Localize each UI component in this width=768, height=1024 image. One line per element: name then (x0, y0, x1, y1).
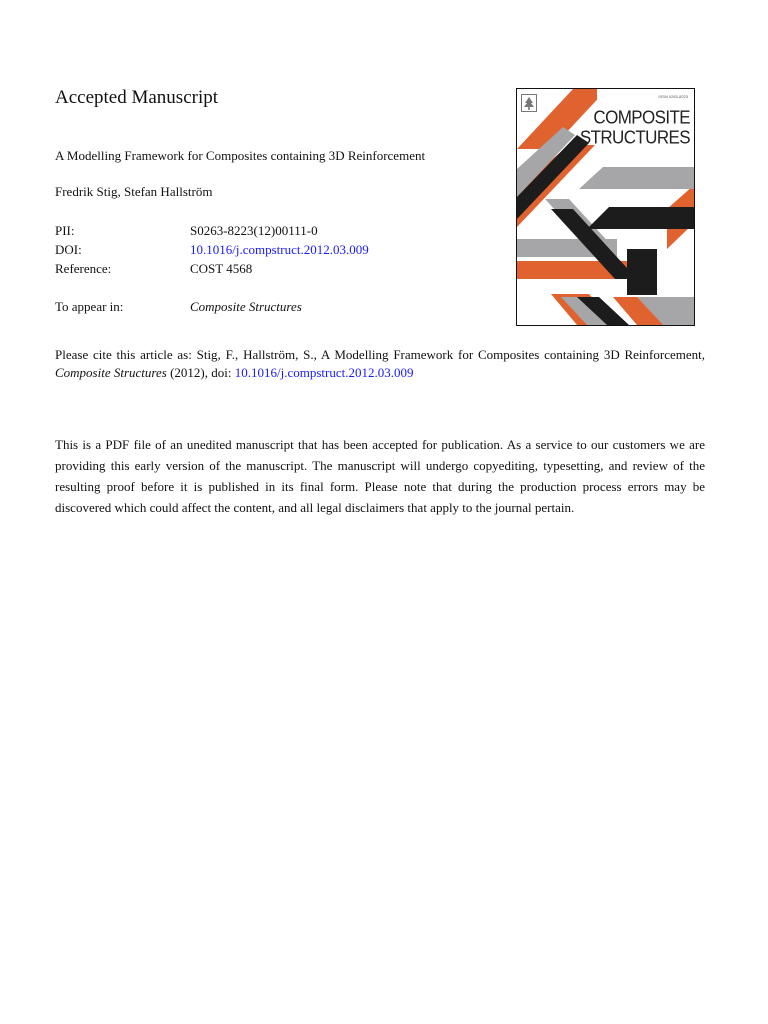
cover-title-line1: COMPOSITE (593, 107, 690, 128)
cover-band-black-2 (587, 207, 694, 229)
manuscript-notice: This is a PDF file of an unedited manuscript that has been accepted for publication. As a service to our customers we are providing this early version of the manuscript. The manuscript will undergo copyediting, typesetting, and review of the resulting proof before it is published in its final form. Please note that during the production process errors may be discovered which could affect the content, and all legal disclaimers that apply to the journal pertain. (55, 437, 705, 515)
cover-title-line2: STRUCTURES (579, 127, 690, 148)
citation-journal: Composite Structures (55, 365, 167, 380)
appear-in-label: To appear in: (55, 299, 124, 314)
pii-label: PII: (55, 223, 75, 238)
page-heading: Accepted Manuscript (55, 87, 219, 108)
doi-link[interactable]: 10.1016/j.compstruct.2012.03.009 (190, 242, 369, 257)
cover-band-gray-3 (579, 167, 694, 189)
elsevier-tree-icon (521, 94, 537, 117)
article-authors: Fredrik Stig, Stefan Hallström (55, 184, 213, 199)
journal-name: Composite Structures (190, 299, 302, 314)
cover-band-black-4 (627, 249, 657, 295)
journal-cover (516, 88, 695, 326)
citation-doi-link[interactable]: 10.1016/j.compstruct.2012.03.009 (234, 365, 414, 380)
citation-middle: (2012), doi: (166, 365, 235, 380)
reference-label: Reference: (55, 261, 112, 276)
reference-value: COST 4568 (190, 261, 253, 276)
pii-value: S0263-8223(12)00111-0 (190, 223, 318, 238)
doi-label: DOI: (55, 242, 82, 257)
cover-issn: ISSN 0263-8223 (658, 94, 688, 99)
citation-prefix: Please cite this article as: Stig, F., Hallström, S., A Modelling Framework for Composites containing 3D Reinforcement, (55, 347, 705, 362)
citation-paragraph (55, 346, 705, 382)
article-title: A Modelling Framework for Composites containing 3D Reinforcement (55, 148, 426, 163)
